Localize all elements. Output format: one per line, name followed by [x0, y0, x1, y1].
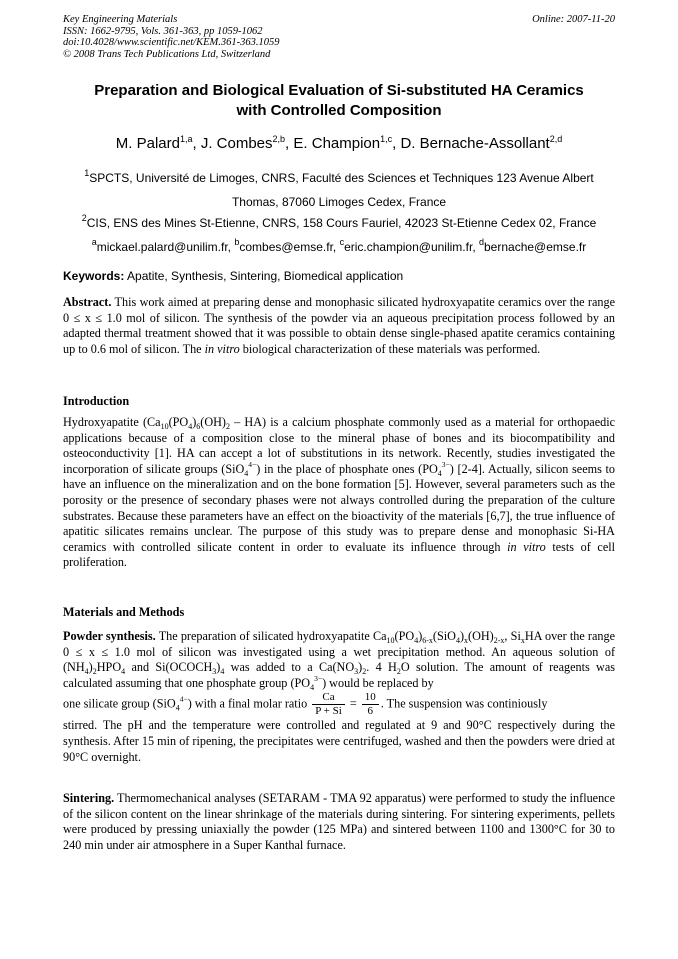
author-name: J. Combes — [200, 135, 273, 152]
paper-title — [63, 81, 615, 121]
subscript: 4 — [84, 667, 89, 677]
superscript: 3− — [314, 673, 323, 683]
author-name: M. Palard — [115, 135, 180, 152]
subscript: 10 — [160, 422, 169, 431]
powder-text: , Si — [504, 629, 521, 643]
email-link[interactable]: eric.champion@unilim.fr — [344, 240, 473, 254]
keywords-text: Apatite, Synthesis, Sintering, Biomedical application — [127, 269, 404, 283]
equals-sign: = — [349, 696, 357, 711]
powder-text: (PO — [394, 629, 415, 643]
subscript: 4 — [244, 468, 249, 478]
subscript: 3 — [212, 667, 217, 677]
subscript: x — [520, 636, 525, 645]
abstract-italic: in vitro — [204, 341, 240, 356]
author-name: D. Bernache-Assollant — [400, 135, 550, 152]
sintering-label: Sintering. — [63, 791, 115, 805]
fraction-numerator: 10 — [362, 691, 379, 705]
email-link[interactable]: mickael.palard@unilim.fr — [96, 240, 228, 254]
powder-text: . 4 H — [366, 660, 397, 675]
subscript: 4 — [455, 636, 460, 645]
subscript: 6 — [196, 422, 201, 431]
subscript: 4 — [437, 468, 442, 478]
subscript: 6-x — [422, 636, 433, 645]
email-sup: a — [91, 237, 97, 247]
powder-text: The preparation of silicated hydroxyapatite Ca — [158, 629, 387, 643]
subscript: 2 — [226, 422, 230, 431]
powder-text: stirred. The pH and the temperature were controlled and regulated at 9 and 90°C respectively during the synthesis. After 15 min of ripening, the precipitates were centrifuged, washed and then the powders were dried at 90°C overnight. — [63, 718, 615, 764]
email-sup: b — [234, 237, 240, 247]
subscript: 3 — [354, 667, 359, 677]
section-heading-methods: Materials and Methods — [63, 605, 185, 619]
keywords-label: Keywords: — [63, 269, 125, 283]
affiliation-1-line-1: SPCTS, Université de Limoges, CNRS, Faculté des Sciences et Techniques 123 Avenue Albert — [89, 171, 594, 185]
intro-text: ) — [192, 415, 197, 429]
powder-synthesis-paragraph — [63, 629, 615, 765]
subscript: 10 — [386, 636, 395, 645]
powder-text: HPO — [96, 660, 122, 675]
subscript: 4 — [175, 703, 180, 713]
section-heading-introduction: Introduction — [63, 394, 130, 408]
subscript: 4 — [188, 422, 193, 431]
powder-text: (SiO — [432, 629, 456, 643]
journal-doi: doi:10.4028/www.scientific.net/KEM.361-363.1059 — [63, 37, 280, 48]
email-link[interactable]: bernache@emse.fr — [484, 240, 587, 254]
title-line-2: with Controlled Composition — [236, 102, 442, 119]
email-link[interactable]: combes@emse.fr — [239, 240, 333, 254]
intro-text: ) [2-4]. Actually, silicon seems to have an influence on the mineralization and on the bone formation [5]. However, several parameters such as the porosity or the presence of secondary phases were not always controlled during the preparation of the culture substrates. Because these parameters have an effect on the bioactivity of the materials [6,7], the true influence of apatitic silicates remains unclear. The purpose of this study was to prepare dense and monophasic Si-HA ceramics with controlled silicate content in order to evaluate its influence through — [63, 461, 616, 554]
journal-issn: ISSN: 1662-9795, Vols. 361-363, pp 1059-1062 — [63, 25, 263, 37]
powder-text: HA over the range 0 ≤ x ≤ 1.0 mol of silicon was investigated using a wet precipitation method. An aqueous solution of (NH — [63, 629, 615, 675]
fraction-denominator: P + Si — [315, 705, 342, 718]
email-sup: c — [339, 237, 345, 247]
abstract-label: Abstract. — [63, 295, 112, 309]
intro-text: – HA) is a calcium phosphate commonly used as a material for orthopaedic applications because of a composition close to the mineral phase of bones and its biocompatibility and osteoconductivity [1]. HA can accept a lot of substitutions in its network. Recently, studies investigated the incorporation of silicate groups (SiO — [63, 415, 615, 476]
subscript: 2 — [362, 667, 367, 677]
author-name: E. Champion — [293, 135, 381, 152]
intro-text: ) in the place of phosphate ones (PO — [256, 461, 438, 476]
equation-line — [63, 691, 615, 718]
subscript: 2 — [92, 667, 97, 677]
powder-text: O solution. The amount of reagents was calculated assuming that one phosphate group (PO — [63, 660, 615, 690]
powder-text: ) — [358, 660, 363, 675]
intro-text: tests of cell proliferation. — [63, 539, 616, 570]
author-sup: 2,b — [272, 134, 286, 144]
powder-text: one silicate group (SiO — [63, 696, 176, 711]
abstract-paragraph — [63, 295, 615, 357]
subscript: 4 — [310, 682, 315, 692]
intro-text: Hydroxyapatite (Ca — [63, 415, 161, 429]
superscript: 4− — [248, 459, 257, 469]
sintering-text: Thermomechanical analyses (SETARAM - TMA 92 apparatus) were performed to study the influence of the silicon content on the linear shrinkage of the materials during sintering. For sintering experiments, pellets were produced by pressing uniaxially the powder (125 MPa) and sintered between 1100 and 1300°C for 30 to 240 min under air atmosphere in a Super Kanthal furnace. — [63, 791, 616, 852]
superscript: 4− — [179, 694, 188, 704]
sintering-paragraph — [63, 791, 615, 853]
keywords — [63, 266, 615, 286]
affiliation-sup: 2 — [81, 213, 87, 223]
affiliation-1 — [63, 166, 615, 214]
superscript: 3− — [441, 459, 450, 469]
subscript: 2-x — [493, 636, 505, 645]
title-line-1: Preparation and Biological Evaluation of Si-substituted HA Ceramics — [94, 82, 584, 99]
powder-label: Powder synthesis. — [63, 629, 156, 643]
intro-text: (OH) — [200, 415, 226, 429]
powder-text: ) would be replaced by — [322, 675, 434, 690]
subscript: 4 — [121, 667, 126, 677]
molar-ratio-fraction — [312, 691, 345, 718]
powder-text: was added to a Ca(NO — [224, 660, 355, 675]
affiliation-sup: 1 — [84, 168, 90, 178]
subscript: 2 — [396, 667, 401, 677]
powder-text: ) with a final molar ratio — [187, 696, 308, 711]
powder-text: and Si(OCOCH — [125, 660, 213, 675]
email-sup: d — [478, 237, 484, 247]
powder-text: ) — [88, 660, 93, 675]
author-sup: 2,d — [549, 134, 563, 144]
journal-copyright: © 2008 Trans Tech Publications Ltd, Switzerland — [63, 48, 271, 60]
intro-text: (PO — [168, 415, 189, 429]
fraction-numerator: Ca — [312, 691, 345, 705]
affiliation-1-line-2: Thomas, 87060 Limoges Cedex, France — [231, 195, 447, 209]
powder-text: ) — [459, 629, 465, 643]
online-date: Online: 2007-11-20 — [532, 14, 615, 25]
journal-header — [63, 14, 615, 60]
subscript: 4 — [414, 636, 419, 645]
author-list: M. Palard$^{1,a}$, J. Combes$^{2,b}$, E. Champion$^{1,c}$, D. Bernache-Assollant$^{2,d}$ — [115, 134, 563, 152]
introduction-paragraph — [63, 415, 615, 571]
powder-text: ) — [216, 660, 221, 675]
subscript: x — [464, 636, 469, 645]
email-list: $^a$mickael.palard@unilim.fr, $^b$combes@emse.fr, $^c$eric.champion@unilim.fr, $^d$bernache@emse.fr — [91, 237, 587, 254]
ratio-value-fraction — [362, 691, 379, 718]
journal-name: Key Engineering Materials — [63, 14, 178, 25]
powder-text: (OH) — [468, 629, 494, 643]
author-sup: 1,c — [380, 134, 393, 144]
affiliation-2 — [63, 211, 615, 235]
powder-text: ) — [418, 629, 423, 643]
affiliation-2-text: CIS, ENS des Mines St-Etienne, CNRS, 158 Cours Fauriel, 42023 St-Etienne Cedex 02, France — [86, 216, 597, 230]
abstract-text: This work aimed at preparing dense and monophasic silicated hydroxyapatite ceramics over the range 0 ≤ x ≤ 1.0 mol of silicon. The synthesis of the powder via an aqueous precipitation process followed by an adapted thermal treatment showed that it was possible to obtain dense single-phased apatite ceramics containing up to 0.6 mol of silicon. The — [63, 295, 615, 356]
fraction-denominator: 6 — [367, 705, 374, 718]
author-sup: 1,a — [179, 134, 193, 144]
powder-text: . The suspension was continiously — [380, 696, 548, 711]
subscript: 4 — [220, 667, 225, 677]
abstract-text-end: biological characterization of these materials was performed. — [242, 341, 541, 356]
intro-italic: in vitro — [507, 539, 546, 554]
